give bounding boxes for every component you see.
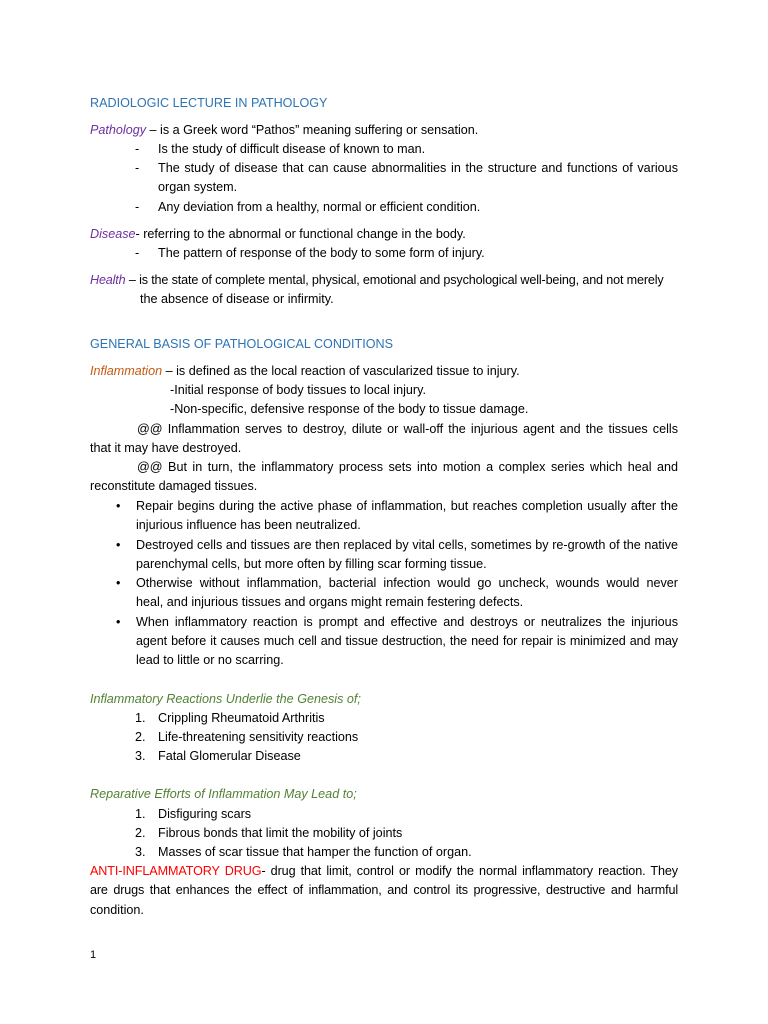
section-heading: GENERAL BASIS OF PATHOLOGICAL CONDITIONS xyxy=(90,337,394,351)
bullet-item: Otherwise without inflammation, bacterial infection would go uncheck, wounds would never xyxy=(136,576,678,590)
inflammation-paragraph: @@ Inflammation serves to destroy, dilute or wall-off the injurious agent and the tissues cells xyxy=(137,422,678,436)
health-continuation: the absence of disease or infirmity. xyxy=(140,292,334,306)
pathology-definition-text: – is a Greek word “Pathos” meaning suffering or sensation. xyxy=(146,123,479,137)
pathology-item: Is the study of difficult disease of known to man. xyxy=(158,142,426,156)
bullet-item: Repair begins during the active phase of inflammation, but reaches completion usually after the xyxy=(136,499,678,513)
page-number: 1 xyxy=(90,949,97,961)
disease-definition xyxy=(90,226,466,242)
reparative-item: Fibrous bonds that limit the mobility of joints xyxy=(158,826,403,840)
inflammation-sub: -Initial response of body tissues to local injury. xyxy=(170,383,426,397)
reparative-heading: Reparative Efforts of Inflammation May Lead to; xyxy=(90,787,357,801)
disease-item: The pattern of response of the body to some form of injury. xyxy=(158,246,485,260)
pathology-item-continuation: organ system. xyxy=(158,180,238,194)
bullet-marker: • xyxy=(116,615,121,629)
inflammation-paragraph-continuation: reconstitute damaged tissues. xyxy=(90,479,258,493)
pathology-item: Any deviation from a healthy, normal or efficient condition. xyxy=(158,200,481,214)
number-marker: 3. xyxy=(135,749,146,763)
antiinflammatory-text: - drug that limit, control or modify the normal inflammatory reaction. They xyxy=(261,864,678,878)
reparative-item: Masses of scar tissue that hamper the function of organ. xyxy=(158,845,472,859)
dash-marker: - xyxy=(135,161,140,175)
health-definition xyxy=(90,272,664,288)
number-marker: 1. xyxy=(135,807,146,821)
reparative-item: Disfiguring scars xyxy=(158,807,252,821)
bullet-marker: • xyxy=(116,499,121,513)
inflammation-paragraph: @@ But in turn, the inflammatory process sets into motion a complex series which heal and xyxy=(137,460,678,474)
inflammation-paragraph-continuation: that it may have destroyed. xyxy=(90,441,242,455)
bullet-item-continuation: lead to little or no scarring. xyxy=(136,653,284,667)
bullet-item-continuation: heal, and injurious tissues and organs might remain festering defects. xyxy=(136,595,524,609)
reactions-item: Life-threatening sensitivity reactions xyxy=(158,730,359,744)
health-term: Health xyxy=(90,273,126,287)
health-definition-text: – is the state of complete mental, physical, emotional and psychological well-being, and not merely xyxy=(125,273,664,287)
reactions-item: Fatal Glomerular Disease xyxy=(158,749,301,763)
dash-marker: - xyxy=(135,246,140,260)
antiinflammatory-definition xyxy=(90,863,678,879)
reactions-item: Crippling Rheumatoid Arthritis xyxy=(158,711,325,725)
antiinflammatory-continuation: condition. xyxy=(90,903,144,917)
bullet-marker: • xyxy=(116,538,121,552)
bullet-item: When inflammatory reaction is prompt and effective and destroys or neutralizes the injurious xyxy=(136,615,678,629)
dash-marker: - xyxy=(135,200,140,214)
antiinflammatory-continuation: are drugs that enhances the effect of inflammation, and control its progressive, destructive and harmful xyxy=(90,883,678,897)
pathology-definition xyxy=(90,122,478,138)
bullet-item-continuation: parenchymal cells, but more often by filling scar forming tissue. xyxy=(136,557,487,571)
inflammation-definition xyxy=(90,363,520,379)
bullet-item-continuation: agent before it causes much cell and tissue destruction, the need for repair is minimized and may xyxy=(136,634,678,648)
number-marker: 2. xyxy=(135,826,146,840)
document-title: RADIOLOGIC LECTURE IN PATHOLOGY xyxy=(90,96,328,110)
pathology-item: The study of disease that can cause abnormalities in the structure and functions of various xyxy=(158,161,678,175)
dash-marker: - xyxy=(135,142,140,156)
bullet-marker: • xyxy=(116,576,121,590)
bullet-item: Destroyed cells and tissues are then replaced by vital cells, sometimes by re-growth of the native xyxy=(136,538,678,552)
disease-term: Disease xyxy=(90,227,136,241)
pathology-term: Pathology xyxy=(90,123,147,137)
inflammation-definition-text: – is defined as the local reaction of vascularized tissue to injury. xyxy=(162,364,520,378)
antiinflammatory-term: ANTI-INFLAMMATORY DRUG xyxy=(90,864,262,878)
disease-definition-text: - referring to the abnormal or functional change in the body. xyxy=(135,227,466,241)
reactions-heading: Inflammatory Reactions Underlie the Genesis of; xyxy=(90,692,361,706)
bullet-item-continuation: injurious influence has been neutralized. xyxy=(136,518,361,532)
inflammation-sub: -Non-specific, defensive response of the body to tissue damage. xyxy=(170,402,529,416)
number-marker: 3. xyxy=(135,845,146,859)
number-marker: 2. xyxy=(135,730,146,744)
number-marker: 1. xyxy=(135,711,146,725)
inflammation-term: Inflammation xyxy=(90,364,163,378)
